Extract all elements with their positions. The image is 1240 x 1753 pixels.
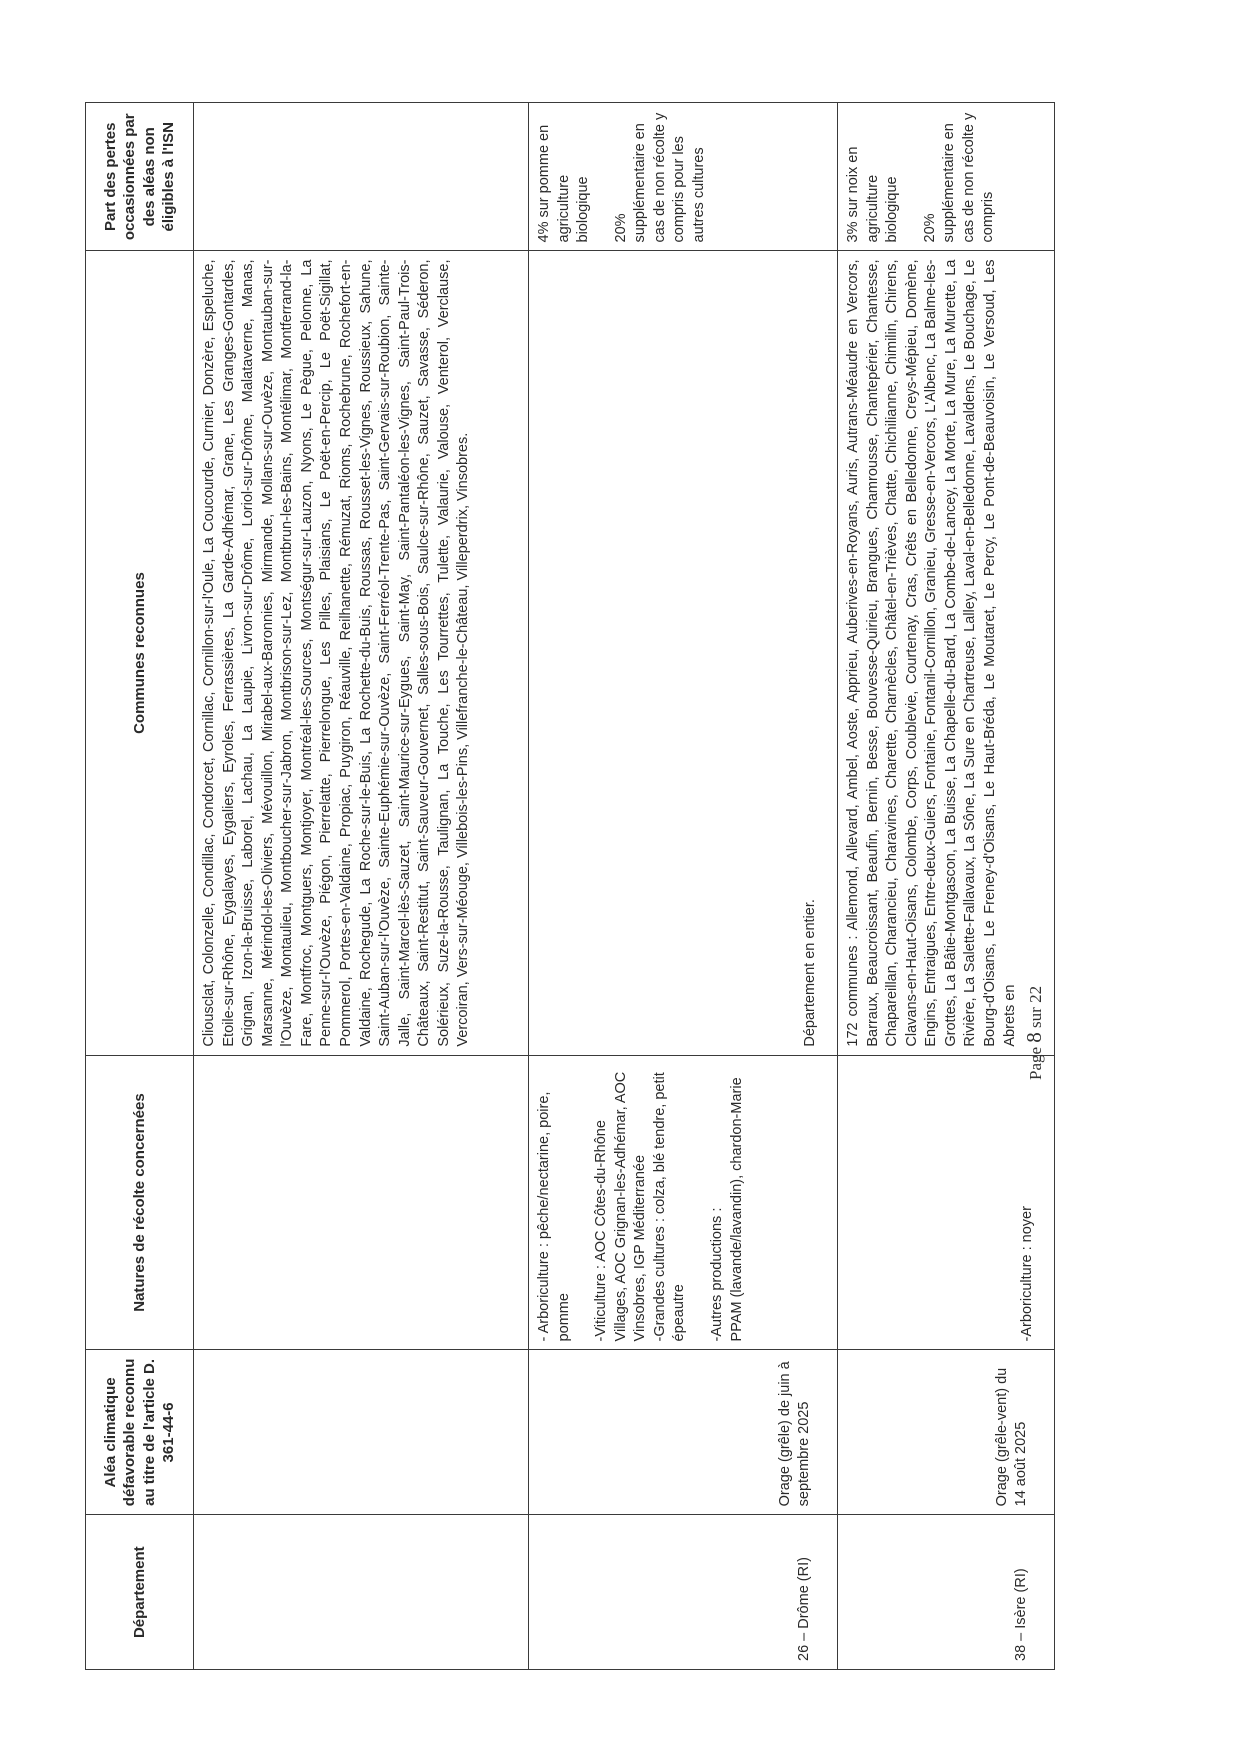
header-natures: Natures de récolte concernées xyxy=(86,1055,194,1350)
cell-departement xyxy=(194,1515,529,1670)
cell-natures xyxy=(194,1055,529,1350)
cell-communes xyxy=(529,251,838,1055)
cell-part xyxy=(194,103,529,252)
cell-part xyxy=(529,103,838,252)
header-communes: Communes reconnues xyxy=(86,251,194,1055)
page-footer xyxy=(1022,940,1062,1080)
header-part: Part des pertes occasionnées par des aléas non éligibles à l'ISN xyxy=(86,103,194,252)
natures-noyer: -Arboriculture : noyer xyxy=(1019,1206,1036,1342)
natures-arboriculture: - Arboriculture : pêche/nectarine, poire, pomme xyxy=(536,1091,572,1342)
cell-alea xyxy=(194,1350,529,1515)
cell-departement: 38 – Isère (RI) xyxy=(838,1515,1055,1670)
communes-text: Département en entier. xyxy=(802,899,819,1047)
page-suffix: sur 22 xyxy=(1026,985,1045,1033)
cell-communes: Cliousclat, Colonzelle, Condillac, Condorcet, Cornillac, Cornillon-sur-l'Oule, La Coucourde, Curnier, Donzère, Espeluche, Etoile-sur-Rhône, Eygalayes, Eygaliers, Eyroles, Ferrassières, La Garde-Adhémar, Grane, Les Granges-Gontardes, Grignan, Izon-la-Bruisse, Laborel, Lachau, La Laupie, Livron-sur-Drôme, Loriol-sur-Drôme, Malataverne, Manas, Marsanne, Mérindol-les-Oliviers, Mévouillon, Mirabel-aux-Baronnies, Mirmande, Mollans-sur-Ouvèze, Montauban-sur-l'Ouvèze, Montaulieu, Montboucher-sur-Jabron, Montbrison-sur-Lez, Montbrun-les-Bains, Montélimar, Montferrand-la-Fare, Montfroc, Montguers, Montjoyer, Montréal-les-Sources, Montségur-sur-Lauzon, Nyons, Le Pègue, Pelonne, La Penne-sur-l'Ouvèze, Piégon, Pierrelatte, Pierrelongue, Les Pilles, Plaisians, Le Poët-en-Percip, Le Poët-Sigillat, Pommerol, Portes-en-Valdaine, Propiac, Puygiron, Réauville, Reilhanette, Rémuzat, Rioms, Rochebrune, Rochefort-en-Valdaine, Rochegude, La Roche-sur-le-Buis, La Rochette-du-Buis, Roussas, Rousset-les-Vignes, Roussieux, Sahune, Saint-Auban-sur-l'Ouvèze, Sainte-Euphémie-sur-Ouvèze, Saint-Ferréol-Trente-Pas, Saint-Gervais-sur-Roubion, Sainte-Jalle, Saint-Marcel-lès-Sauzet, Saint-Maurice-sur-Eygues, Saint-May, Saint-Pantaléon-les-Vignes, Saint-Paul-Trois-Châteaux, Saint-Restitut, Saint-Sauveur-Gouvernet, Salles-sous-Bois, Saulce-sur-Rhône, Sauzet, Savasse, Séderon, Solérieux, Suze-la-Rousse, Taulignan, La Touche, Les Tourrettes, Tulette, Valaurie, Valouse, Venterol, Verclause, Vercoiran, Vers-sur-Méouge, Villebois-les-Pins, Villefranche-le-Château, Villeperdrix, Vinsobres. xyxy=(194,251,529,1055)
cell-part xyxy=(838,103,1055,252)
header-departement: Département xyxy=(86,1515,194,1670)
table-header-row xyxy=(86,103,194,1670)
part-bio: 3% sur noix en agriculture biologique xyxy=(845,146,901,243)
natures-autres-productions: -Autres productions : PPAM (lavande/lavandin), chardon-Marie xyxy=(708,1077,745,1342)
page-current: 8 xyxy=(1022,1032,1046,1043)
rotated-page xyxy=(85,100,1095,1670)
communes-table xyxy=(85,102,1055,1670)
natures-viticulture-grandes-cultures: -Viticulture : AOC Côtes-du-Rhône Villages, AOC Grignan-les-Adhémar, AOC Vinsobres, IGP Méditerranée -Grandes cultures : colza, blé tendre, petit épeautre xyxy=(593,1071,688,1342)
table-row xyxy=(194,103,529,1670)
table-row xyxy=(529,103,838,1670)
page-number xyxy=(1022,986,1047,1080)
part-non-recolte: 20% supplémentaire en cas de non récolte y compris pour les autres cultures xyxy=(612,112,707,243)
part-bio: 4% sur pomme en agriculture biologique xyxy=(536,124,592,243)
page-prefix: Page xyxy=(1026,1042,1045,1080)
table-row xyxy=(838,103,1055,1670)
part-non-recolte: 20% supplémentaire en cas de non récolte y compris xyxy=(921,112,997,243)
cell-communes: 172 communes : Allemond, Allevard, Ambel, Aoste, Apprieu, Auberives-en-Royans, Auris, Autrans-Méaudre en Vercors, Barraux, Beaucroissant, Beaufin, Bernin, Besse, Bouvesse-Quirieu, Brangues, Chamrousse, Chantepérier, Chantesse, Chapareillan, Charancieu, Charavines, Charette, Charnècles, Châtel-en-Trièves, Chatte, Chichilianne, Chimilin, Chirens, Clavans-en-Haut-Oisans, Colombe, Corps, Coublevie, Courtenay, Cras, Crêts en Belledonne, Creys-Mépieu, Domène, Engins, Entraigues, Entre-deux-Guiers, Fontaine, Fontanil-Cornillon, Granieu, Gresse-en-Vercors, L'Albenc, La Balme-les-Grottes, La Bâtie-Montgascon, La Buisse, La Chapelle-du-Bard, La Combe-de-Lancey, La Morte, La Mure, La Murette, La Rivière, La Salette-Fallavaux, La Sône, La Sure en Chartreuse, Lalley, Laval-en-Belledonne, Lavaldens, Le Bouchage, Le Bourg-d'Oisans, Le Freney-d'Oisans, Le Haut-Bréda, Le Moutaret, Le Percy, Le Pont-de-Beauvoisin, Le Versoud, Les Abrets en xyxy=(838,251,1055,1055)
cell-alea: Orage (grêle-vent) du 14 août 2025 xyxy=(838,1350,1055,1515)
cell-natures xyxy=(529,1055,838,1350)
cell-alea: Orage (grêle) de juin à septembre 2025 xyxy=(529,1350,838,1515)
cell-natures xyxy=(838,1055,1055,1350)
header-alea: Aléa climatique défavorable reconnu au titre de l'article D. 361-44-6 xyxy=(86,1350,194,1515)
cell-departement: 26 – Drôme (RI) xyxy=(529,1515,838,1670)
